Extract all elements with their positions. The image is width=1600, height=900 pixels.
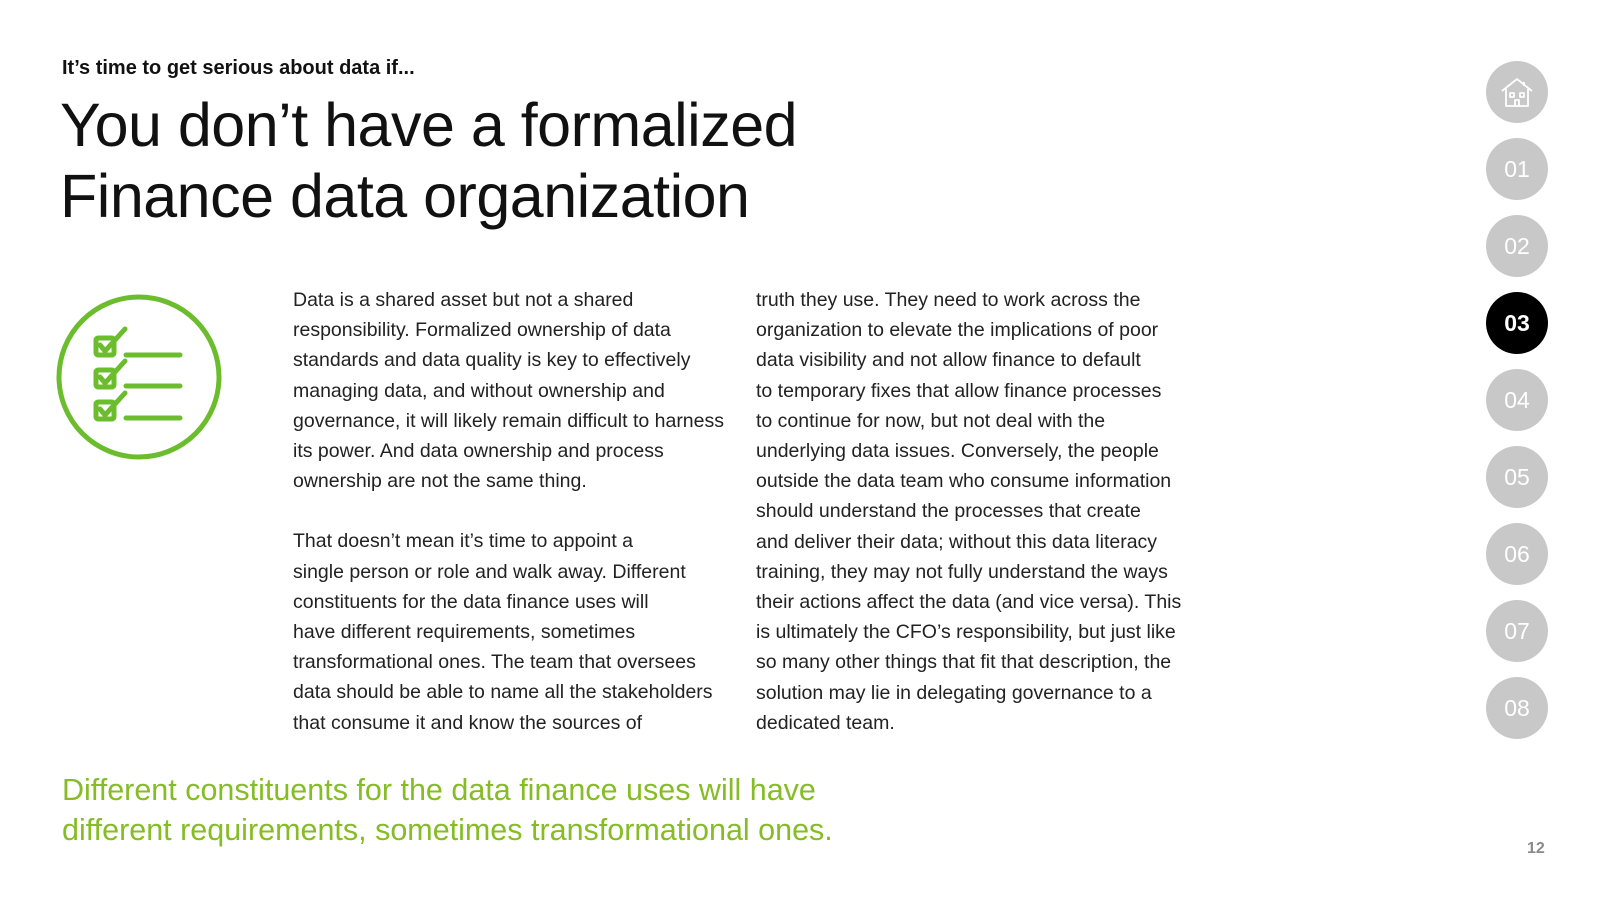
nav-section-02[interactable]: 02 [1486, 215, 1548, 277]
body-text-line: outside the data team who consume information [756, 470, 1172, 493]
body-text-line: data visibility and not allow finance to default [756, 349, 1141, 372]
nav-section-05[interactable]: 05 [1486, 446, 1548, 508]
body-text-line: constituents for the data finance uses will [293, 590, 649, 613]
body-text-line: should understand the processes that create [756, 500, 1141, 523]
checklist-icon [54, 292, 224, 462]
nav-section-08[interactable]: 08 [1486, 677, 1548, 739]
nav-section-01[interactable]: 01 [1486, 138, 1548, 200]
body-text-line: is ultimately the CFO’s responsibility, but just like [756, 621, 1176, 644]
nav-section-07[interactable]: 07 [1486, 600, 1548, 662]
page-number: 12 [1527, 840, 1545, 857]
page-title-line: Finance data organization [60, 162, 750, 230]
nav-home-button[interactable] [1486, 61, 1548, 123]
body-text-line: standards and data quality is key to effectively [293, 349, 691, 372]
pull-quote [62, 770, 833, 850]
body-text-line: organization to elevate the implications of poor [756, 319, 1159, 342]
body-text-line: so many other things that fit that description, the [756, 651, 1172, 674]
body-text-line: ownership are not the same thing. [293, 470, 587, 493]
body-text-line: training, they may not fully understand the ways [756, 560, 1168, 583]
body-text-line: solution may lie in delegating governance to a [756, 681, 1152, 704]
page-title [60, 90, 797, 232]
body-text-line: managing data, and without ownership and [293, 379, 665, 402]
body-text-line: and deliver their data; without this data literacy [756, 530, 1158, 553]
page-title-line: You don’t have a formalized [60, 91, 798, 159]
body-text-line: to continue for now, but not deal with the [756, 409, 1106, 432]
eyebrow-heading: It’s time to get serious about data if... [62, 57, 415, 79]
body-text-line: data should be able to name all the stakeholders [293, 681, 713, 704]
pull-quote-line: different requirements, sometimes transformational ones. [62, 813, 833, 847]
section-nav [1486, 61, 1548, 754]
nav-section-03[interactable]: 03 [1486, 292, 1548, 354]
body-text-line: its power. And data ownership and process [293, 440, 664, 463]
body-text-line: Data is a shared asset but not a shared [293, 289, 634, 311]
body-text-line: to temporary fixes that allow finance processes [756, 379, 1162, 402]
body-column-2 [756, 285, 1211, 738]
body-text-line: single person or role and walk away. Different [293, 560, 686, 583]
nav-section-04[interactable]: 04 [1486, 369, 1548, 431]
body-text-line: transformational ones. The team that oversees [293, 651, 696, 674]
body-text-line: That doesn’t mean it’s time to appoint a [293, 530, 634, 553]
body-column-1 [293, 285, 743, 738]
body-text-line: governance, it will likely remain difficult to harness [293, 409, 724, 432]
body-text-line: their actions affect the data (and vice versa). This [756, 591, 1182, 614]
body-text-line: that consume it and know the sources of [293, 711, 643, 734]
body-text-line: have different requirements, sometimes [293, 621, 636, 644]
body-text-line: dedicated team. [756, 711, 895, 734]
home-icon [1499, 74, 1535, 110]
pull-quote-line: Different constituents for the data finance uses will have [62, 773, 816, 807]
body-text-line: truth they use. They need to work across the [756, 289, 1141, 311]
paragraph-gap [293, 496, 743, 526]
body-text-line: underlying data issues. Conversely, the people [756, 440, 1159, 463]
nav-section-06[interactable]: 06 [1486, 523, 1548, 585]
body-text-line: responsibility. Formalized ownership of data [293, 319, 671, 342]
